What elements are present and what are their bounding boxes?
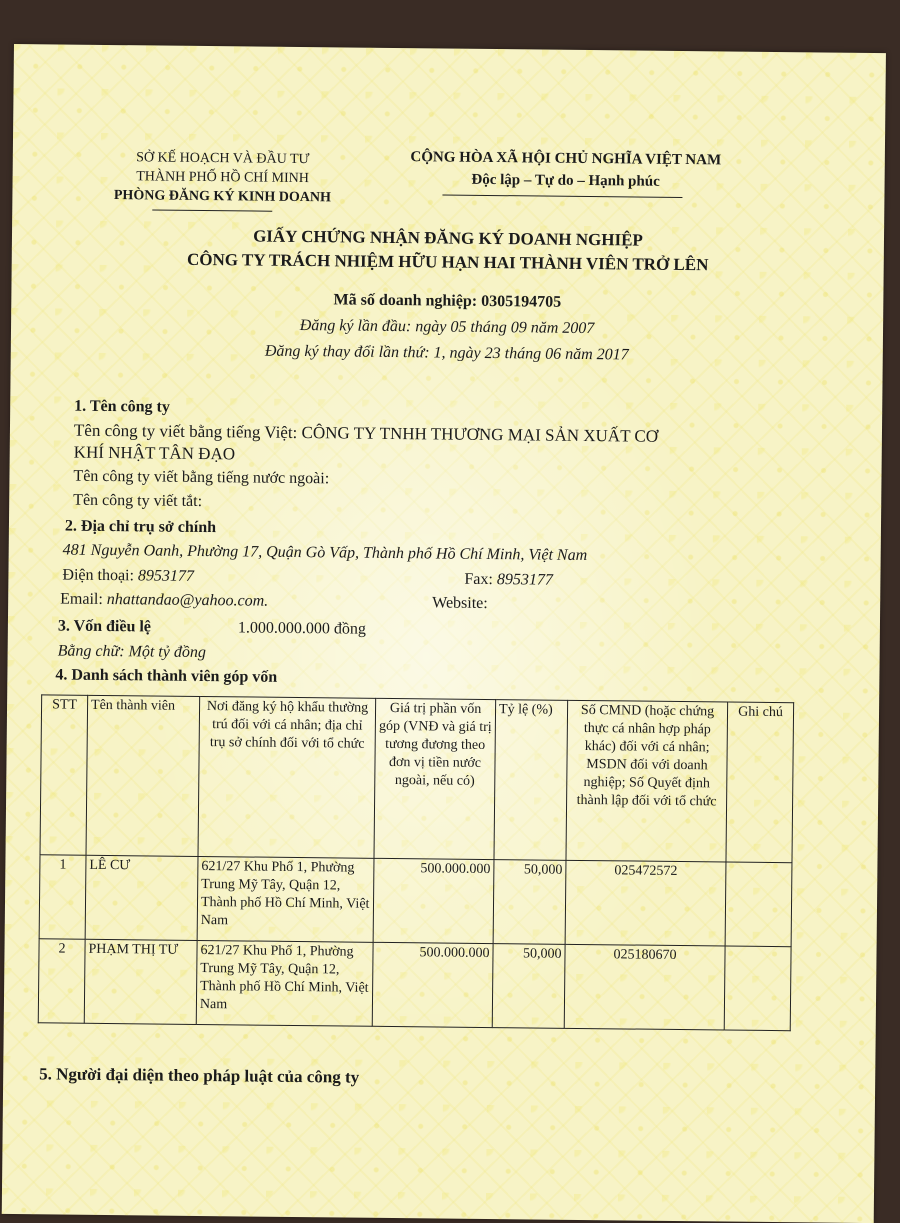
issuer-line-1: SỞ KẾ HOẠCH VÀ ĐẦU TƯ [136,150,310,168]
col-id: Số CMND (hoặc chứng thực cá nhân hợp pháp khác) đối với cá nhân; MSDN đối với doanh nghiệp; Số Quyết định thành lập đối với tổ chức [566,700,728,862]
short-name: Tên công ty viết tắt: [73,491,203,510]
row-capital: 500.000.000 [373,858,494,943]
row-id: 025472572 [565,860,726,946]
col-address: Nơi đăng ký hộ khẩu thường trú đối với cá nhân; địa chỉ trụ sở chính đối với tổ chức [198,696,376,858]
row-name: LÊ CƯ [85,855,198,940]
motto: Độc lập – Tự do – Hạnh phúc [471,171,660,190]
row-name: PHẠM THỊ TƯ [84,939,197,1024]
row-id: 025180670 [564,944,725,1030]
row-address: 621/27 Khu Phố 1, Phường Trung Mỹ Tây, Quận 12, Thành phố Hồ Chí Minh, Việt Nam [197,856,374,942]
email-value: nhattandao@yahoo.com. [106,591,269,610]
section-3-heading: 3. Vốn điều lệ [57,617,152,636]
company-type: CÔNG TY TRÁCH NHIỆM HỮU HẠN HAI THÀNH VIÊN TRỞ LÊN [186,249,709,275]
col-ratio: Tỷ lệ (%) [494,700,568,861]
col-capital: Giá trị phần vốn góp (VNĐ và giá trị tương đương theo đơn vị tiền nước ngoài, nếu có) [374,698,496,859]
vietnamese-name-line-2: KHÍ NHẬT TÂN ĐẠO [73,442,236,464]
website-label: Website: [432,594,488,612]
head-office-address: 481 Nguyễn Oanh, Phường 17, Quận Gò Vấp, Thành phố Hồ Chí Minh, Việt Nam [62,541,588,565]
national-motto-block [390,146,740,194]
section-4-heading: 4. Danh sách thành viên góp vốn [55,666,278,686]
fax-label: Fax: [464,570,493,589]
table-row [38,939,791,1031]
row-ratio: 50,000 [493,860,566,945]
email-row [60,591,268,611]
change-registration: Đăng ký thay đổi lần thứ: 1, ngày 23 tháng 06 năm 2017 [264,342,629,364]
issuer-underline [152,209,272,211]
document-title: GIẤY CHỨNG NHẬN ĐĂNG KÝ DOANH NGHIỆP [253,226,643,250]
section-5-heading: 5. Người đại diện theo pháp luật của công ty [39,1064,360,1087]
row-ratio: 50,000 [492,944,565,1029]
row-note [724,946,791,1031]
first-registration: Đăng ký lần đầu: ngày 05 tháng 09 năm 2007 [299,317,595,338]
issuer-block [52,147,393,208]
document-page [2,44,886,1223]
motto-underline [442,194,682,198]
vietnamese-name-line-1: Tên công ty viết bằng tiếng Việt: CÔNG TY TNHH THƯƠNG MẠI SẢN XUẤT CƠ [73,420,659,446]
charter-capital: 1.000.000.000 đồng [237,619,366,638]
fax-row [464,571,553,590]
section-2-heading: 2. Địa chỉ trụ sở chính [64,517,217,537]
col-stt: STT [40,695,88,855]
row-address: 621/27 Khu Phố 1, Phường Trung Mỹ Tây, Quận 12, Thành phố Hồ Chí Minh, Việt Nam [196,940,373,1026]
issuer-line-3: PHÒNG ĐĂNG KÝ KINH DOANH [113,188,331,206]
row-stt: 1 [39,855,86,939]
col-name: Tên thành viên [86,695,200,856]
col-note: Ghi chú [726,702,794,863]
row-capital: 500.000.000 [372,942,493,1027]
country-name: CỘNG HÒA XÃ HỘI CHỦ NGHĨA VIỆT NAM [410,149,722,169]
fax-value: 8953177 [496,571,553,589]
table-header-row [40,695,794,863]
phone-label: Điện thoại: [62,566,135,585]
business-code: Mã số doanh nghiệp: 0305194705 [333,291,562,311]
capital-in-words: Bằng chữ: Một tỷ đồng [57,642,206,662]
email-label: Email: [60,590,103,608]
members-table [38,694,794,1031]
row-stt: 2 [38,939,85,1023]
phone-value: 8953177 [137,567,195,585]
phone-row [62,567,194,586]
issuer-line-2: THÀNH PHỐ HỒ CHÍ MINH [136,169,310,187]
foreign-name: Tên công ty viết bằng tiếng nước ngoài: [73,467,330,488]
row-note [725,862,792,947]
table-row [39,855,792,947]
section-1-heading: 1. Tên công ty [74,397,171,416]
